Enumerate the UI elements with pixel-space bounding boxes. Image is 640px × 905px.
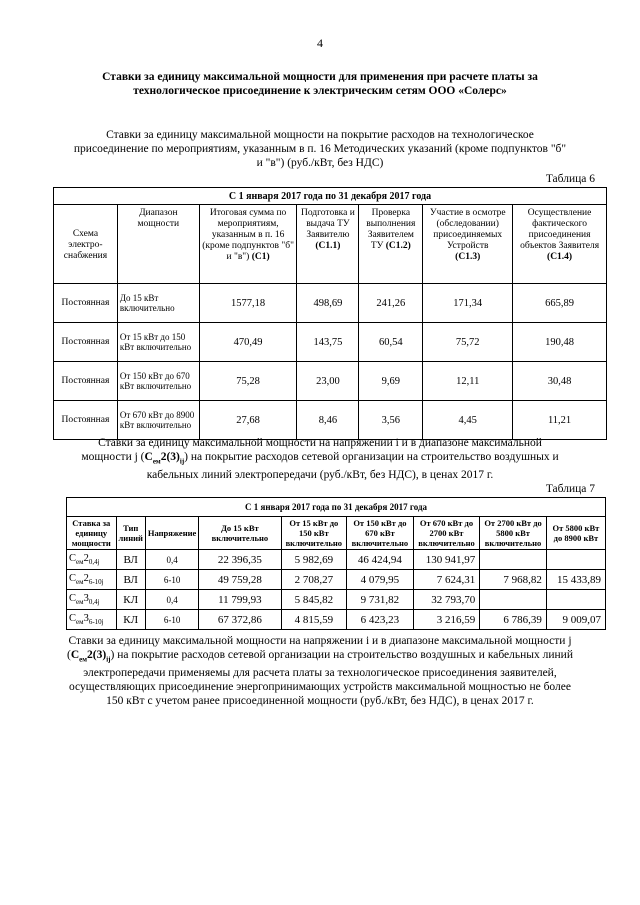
cell-voltage: 0,4 [145, 550, 198, 570]
cell-value: 7 968,82 [480, 570, 547, 590]
header-range: Диапазон мощности [117, 205, 199, 284]
cell-rate: $С_{ем}2_{6-10j}$ [67, 570, 117, 590]
header-c12: Проверка выполнения Заявителем ТУ (С1.2) [359, 205, 423, 284]
table-row [54, 284, 607, 323]
page-number: 4 [317, 36, 323, 50]
header-c14: Осуществление фактического присоединения объектов Заявителя (С1.4) [513, 205, 607, 284]
table-6-label: Таблица 6 [545, 173, 595, 185]
cell-range: От 150 кВт до 670 кВт включительно [117, 362, 199, 401]
cell-value [546, 550, 605, 570]
header-range-1: До 15 кВт включительно [199, 517, 281, 550]
cell-value: 4 815,59 [281, 610, 347, 630]
cell-c14: 665,89 [513, 284, 607, 323]
rate-code: $С_{ем}2(3)_{ij}$ [70, 649, 111, 664]
cell-c1: 27,68 [199, 401, 297, 440]
cell-value: 2 708,27 [281, 570, 347, 590]
cell-rate: $С_{ем}3_{6-10j}$ [67, 610, 117, 630]
header-voltage: Напряжение [145, 517, 198, 550]
cell-c13: 75,72 [423, 323, 513, 362]
cell-c11: 8,46 [297, 401, 359, 440]
cell-value: 22 396,35 [199, 550, 281, 570]
cell-value: 9 009,07 [546, 610, 605, 630]
cell-c1: 1577,18 [199, 284, 297, 323]
cell-c13: 12,11 [423, 362, 513, 401]
cell-c14: 11,21 [513, 401, 607, 440]
cell-value: 11 799,93 [199, 590, 281, 610]
cell-value: 49 759,28 [199, 570, 281, 590]
cell-range: От 15 кВт до 150 кВт включительно [117, 323, 199, 362]
table-7-period: С 1 января 2017 года по 31 декабря 2017 года [67, 498, 606, 517]
table-row [54, 401, 607, 440]
cell-c13: 4,45 [423, 401, 513, 440]
cell-c13: 171,34 [423, 284, 513, 323]
table-row [67, 590, 606, 610]
header-c13: Участие в осмотре (обследовании) присоединяемых Устройств (С1.3) [423, 205, 513, 284]
cell-range: От 670 кВт до 8900 кВт включительно [117, 401, 199, 440]
rate-code: $С_{ем}2(3)_{ij}$ [144, 451, 185, 466]
cell-c12: 9,69 [359, 362, 423, 401]
cell-c12: 3,56 [359, 401, 423, 440]
header-c1-code: (С1) [251, 252, 270, 262]
cell-value: 6 423,23 [347, 610, 414, 630]
cell-value [546, 590, 605, 610]
cell-rate: $С_{ем}3_{0,4j}$ [67, 590, 117, 610]
cell-c1: 75,28 [199, 362, 297, 401]
header-range-3: От 150 кВт до 670 кВт включительно [347, 517, 414, 550]
cell-voltage: 6-10 [145, 610, 198, 630]
cell-value: 32 793,70 [413, 590, 480, 610]
header-line-type: Тип линий [116, 517, 145, 550]
cell-value [480, 590, 547, 610]
header-rate: Ставка за единицу мощности [67, 517, 117, 550]
header-range-6: От 5800 кВт до 8900 кВт [546, 517, 605, 550]
header-range-2: От 15 кВт до 150 кВт включительно [281, 517, 347, 550]
cell-c14: 190,48 [513, 323, 607, 362]
cell-line-type: КЛ [116, 590, 145, 610]
cell-value: 4 079,95 [347, 570, 414, 590]
paragraph-line-rates: Ставки за единицу максимальной мощности на напряжении i и в диапазоне максимальной мощности j $(С_{ем}2(3)_{ij})$ на покрытие расходов сетевой организации на строительство воздушных и кабельных линий электропередачи (руб./кВт, без НДС), в ценах 2017 г. [81, 437, 559, 482]
paragraph-line-rates-150: Ставки за единицу максимальной мощности на напряжении i и в диапазоне максимальной мощности j $(С_{ем}2(3)_{ij})$ на покрытие расходов сетевой организации на строительство воздушных и кабельных линий электропередачи применяемы для расчета платы за технологическое присоединения заявителей, осуществляющих присоединение энергопринимающих устройств максимальной мощностью не более 150 кВт с учетом ранее присоединенной мощности (руб./кВт, без НДС), в ценах 2017 г. [67, 635, 573, 708]
cell-value: 46 424,94 [347, 550, 414, 570]
cell-c1: 470,49 [199, 323, 297, 362]
header-c1: Итоговая сумма по мероприятиям, указанным в п. 16 (кроме подпунктов "б" и "в") (С1) [199, 205, 297, 284]
cell-value [480, 550, 547, 570]
header-c11-code: (С1.1) [315, 241, 341, 251]
header-range-4: От 670 кВт до 2700 кВт включительно [413, 517, 480, 550]
table-row [67, 570, 606, 590]
cell-c11: 143,75 [297, 323, 359, 362]
cell-value: 130 941,97 [413, 550, 480, 570]
cell-voltage: 0,4 [145, 590, 198, 610]
table-row [67, 550, 606, 570]
cell-value: 5 845,82 [281, 590, 347, 610]
table-7-header-row [67, 517, 606, 550]
cell-value: 3 216,59 [413, 610, 480, 630]
table-6 [53, 187, 607, 440]
cell-scheme: Постоянная [54, 323, 118, 362]
cell-line-type: ВЛ [116, 570, 145, 590]
cell-value: 5 982,69 [281, 550, 347, 570]
cell-c12: 241,26 [359, 284, 423, 323]
cell-rate: $С_{ем}2_{0,4j}$ [67, 550, 117, 570]
table-6-period: С 1 января 2017 года по 31 декабря 2017 года [54, 188, 607, 205]
cell-c11: 23,00 [297, 362, 359, 401]
cell-value: 9 731,82 [347, 590, 414, 610]
header-c13-code: (С1.3) [455, 252, 481, 262]
cell-c11: 498,69 [297, 284, 359, 323]
cell-c12: 60,54 [359, 323, 423, 362]
header-schema: Схема электро-снабжения [54, 205, 118, 284]
cell-value: 67 372,86 [199, 610, 281, 630]
cell-value: 6 786,39 [480, 610, 547, 630]
cell-line-type: КЛ [116, 610, 145, 630]
cell-c14: 30,48 [513, 362, 607, 401]
cell-scheme: Постоянная [54, 362, 118, 401]
cell-value: 15 433,89 [546, 570, 605, 590]
cell-voltage: 6-10 [145, 570, 198, 590]
table-row [54, 323, 607, 362]
cell-scheme: Постоянная [54, 284, 118, 323]
table-7-label: Таблица 7 [545, 483, 595, 495]
table-6-header-row [54, 205, 607, 284]
cell-value: 7 624,31 [413, 570, 480, 590]
cell-range: До 15 кВт включительно [117, 284, 199, 323]
header-c14-code: (С1.4) [547, 252, 573, 262]
cell-line-type: ВЛ [116, 550, 145, 570]
document-title: Ставки за единицу максимальной мощности для применения при расчете платы за технологическое присоединение к электрическим сетям ООО «Солерс» [102, 71, 538, 97]
header-range-5: От 2700 кВт до 5800 кВт включительно [480, 517, 547, 550]
cell-scheme: Постоянная [54, 401, 118, 440]
table-7 [66, 497, 606, 630]
table-row [54, 362, 607, 401]
paragraph-rates-intro: Ставки за единицу максимальной мощности на покрытие расходов на технологическое присоединение по мероприятиям, указанным в п. 16 Методических указаний (кроме подпунктов "б" и "в") (руб./кВт, без НДС) [73, 129, 567, 169]
table-row [67, 610, 606, 630]
header-c11: Подготовка и выдача ТУ Заявителю (С1.1) [297, 205, 359, 284]
header-c12-code: (С1.2) [385, 241, 411, 251]
